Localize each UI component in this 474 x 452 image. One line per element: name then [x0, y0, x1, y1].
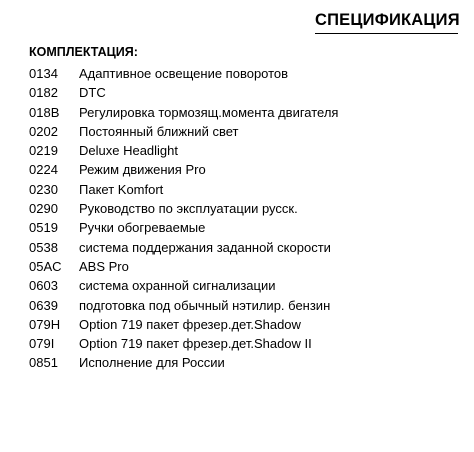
list-item [29, 353, 338, 372]
option-description: Deluxe Headlight [79, 143, 179, 159]
option-code: 0230 [29, 181, 58, 197]
list-item [29, 315, 338, 334]
option-description: подготовка под обычный нэтилир. бензин [79, 297, 331, 313]
option-description: Руководство по эксплуатации русск. [79, 201, 298, 217]
list-item [29, 83, 338, 102]
option-code: 0219 [29, 143, 58, 159]
option-description: Регулировка тормозящ.момента двигателя [79, 104, 339, 120]
page-header [315, 10, 458, 34]
equipment-list [29, 64, 338, 373]
option-code: 0538 [29, 239, 58, 255]
title-underline [315, 33, 458, 34]
option-description: DTC [79, 85, 106, 101]
option-code: 0182 [29, 85, 58, 101]
list-item [29, 160, 338, 179]
option-code: 0639 [29, 297, 58, 313]
option-description: Режим движения Pro [79, 162, 206, 178]
list-item [29, 199, 338, 218]
option-description: Пакет Komfort [79, 181, 164, 197]
list-item [29, 276, 338, 295]
option-code: 018B [29, 104, 60, 120]
list-item [29, 141, 338, 160]
list-item [29, 180, 338, 199]
option-description: Постоянный ближний свет [79, 123, 239, 139]
option-code: 0851 [29, 355, 58, 371]
list-item [29, 122, 338, 141]
option-description: Адаптивное освещение поворотов [79, 66, 289, 81]
list-item [29, 257, 338, 276]
option-description: система поддержания заданной скорости [79, 239, 331, 255]
option-description: система охранной сигнализации [79, 278, 276, 294]
option-code: 079I [29, 336, 55, 352]
list-item [29, 64, 338, 83]
option-description: ABS Pro [79, 258, 129, 274]
option-description: Исполнение для России [79, 355, 225, 371]
list-item [29, 334, 338, 353]
option-description: Ручки обогреваемые [79, 220, 206, 236]
list-item [29, 218, 338, 237]
option-code: 05AC [29, 258, 62, 274]
option-code: 0290 [29, 201, 58, 217]
option-description: Option 719 пакет фрезер.дет.Shadow II [79, 336, 312, 352]
option-code: 0603 [29, 278, 58, 294]
section-heading: КОМПЛЕКТАЦИЯ: [29, 45, 138, 59]
list-item [29, 296, 338, 315]
option-code: 0202 [29, 123, 58, 139]
option-code: 0224 [29, 162, 58, 178]
list-item [29, 238, 338, 257]
option-code: 0519 [29, 220, 58, 236]
option-description: Option 719 пакет фрезер.дет.Shadow [79, 316, 301, 332]
option-code: 079H [29, 316, 61, 332]
option-code: 0134 [29, 66, 58, 81]
page-title: СПЕЦИФИКАЦИЯ [315, 11, 460, 29]
list-item [29, 103, 338, 122]
